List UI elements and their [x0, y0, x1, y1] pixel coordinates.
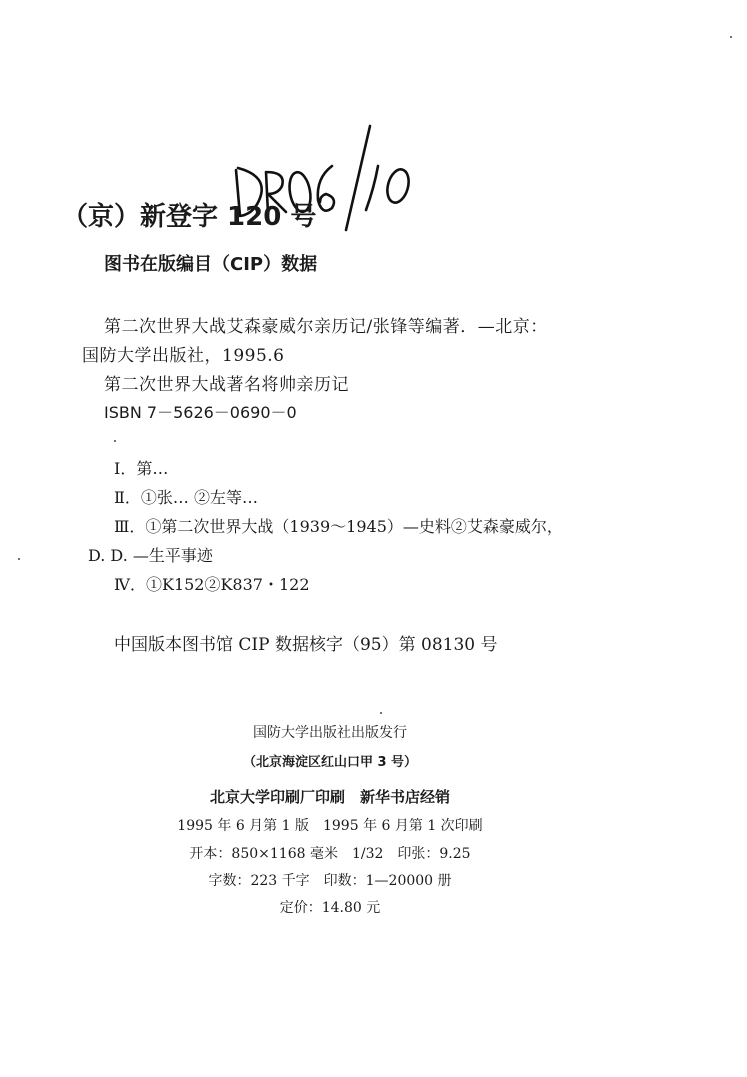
classification-line: Ⅳ．①K152②K837・122 — [114, 575, 310, 594]
registration-number: （京）新登字 120 号 — [62, 202, 317, 232]
cip-entry-line-1: 第二次世界大战艾森豪威尔亲历记/张锋等编著．—北京： — [104, 317, 548, 337]
publisher-address: （北京海淀区红山口甲 3 号） — [242, 755, 418, 770]
printer-distributor: 北京大学印刷厂印刷 新华书店经销 — [209, 788, 450, 806]
cip-heading: 图书在版编目（CIP）数据 — [104, 254, 318, 275]
classification-line: Ⅲ．①第二次世界大战（1939～1945）—史料②艾森豪威尔， — [114, 517, 563, 536]
classification-line: Ⅱ．①张… ②左等… — [114, 488, 258, 507]
scan-speck — [380, 712, 382, 714]
format-info: 开本：850×1168 毫米 1/32 印张：9.25 — [189, 846, 471, 862]
series-title: 第二次世界大战著名将帅亲历记 — [104, 375, 349, 395]
scan-speck — [18, 558, 20, 560]
classification-line: D. D. —生平事迹 — [88, 546, 213, 565]
classification-line: Ⅰ．第… — [114, 459, 169, 478]
publisher: 国防大学出版社出版发行 — [253, 725, 407, 741]
price: 定价：14.80 元 — [279, 900, 381, 916]
cip-data-number: 中国版本图书馆 CIP 数据核字（95）第 08130 号 — [114, 635, 498, 655]
cip-entry-line-2: 国防大学出版社，1995.6 — [82, 346, 285, 366]
edition-info: 1995 年 6 月第 1 版 1995 年 6 月第 1 次印刷 — [177, 818, 483, 834]
wordcount-info: 字数：223 千字 印数：1—20000 册 — [208, 873, 452, 889]
scan-speck — [114, 440, 116, 442]
isbn: ISBN 7－5626－0690－0 — [104, 403, 297, 422]
scan-speck — [730, 36, 732, 38]
